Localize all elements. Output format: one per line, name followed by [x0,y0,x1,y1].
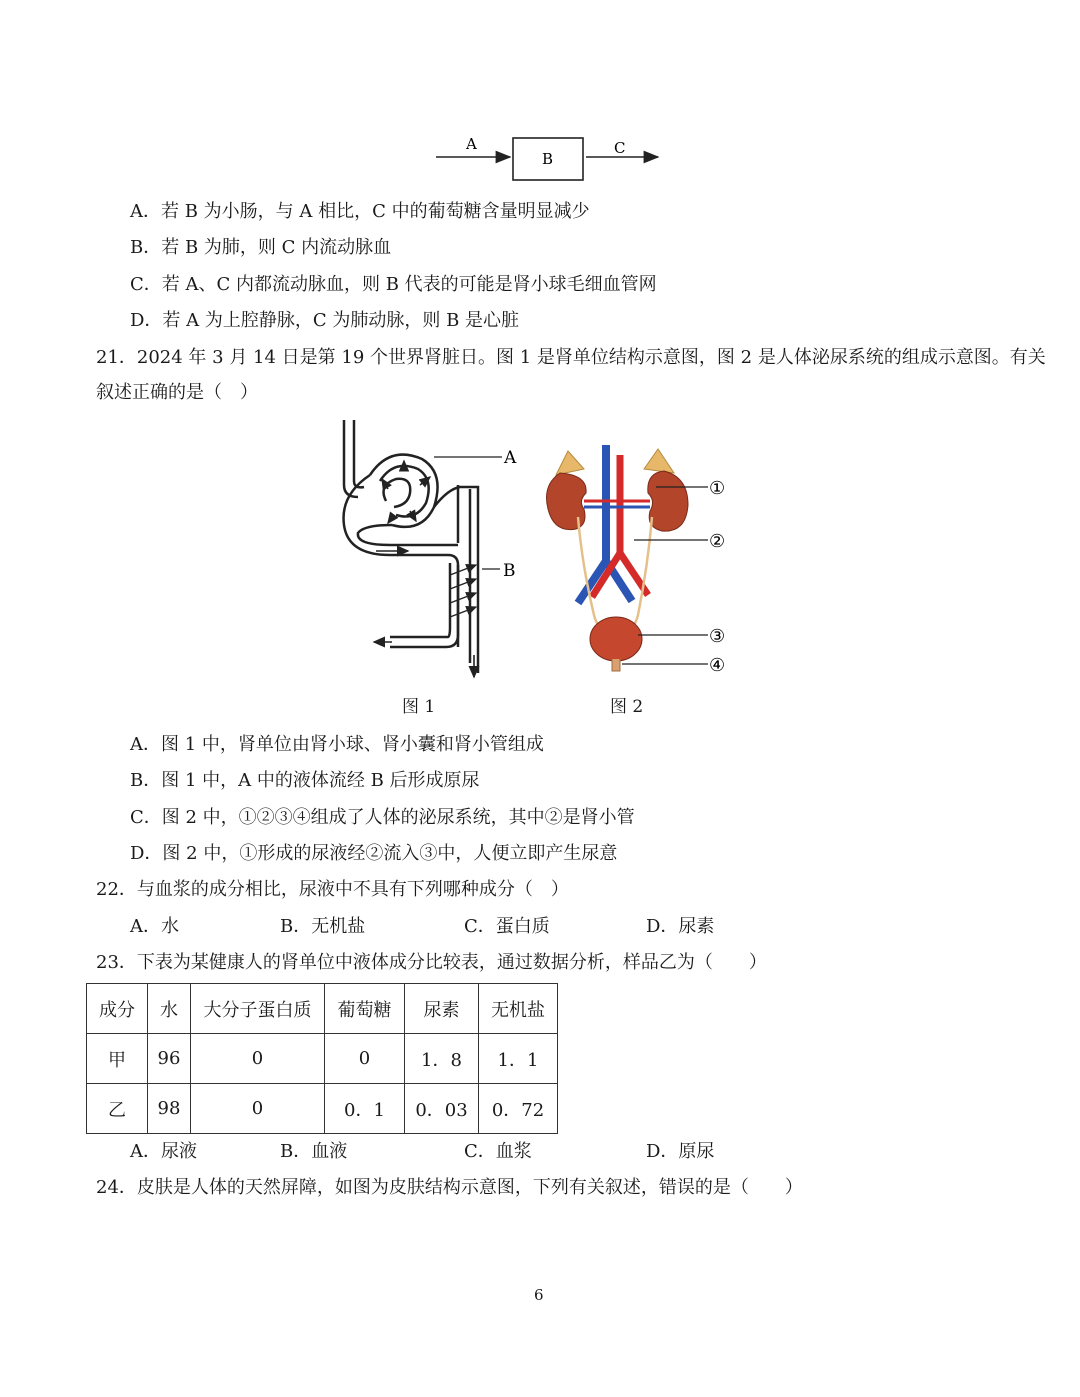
table-cell: 乙 [87,1084,148,1134]
table-header: 尿素 [405,984,479,1034]
table-cell: 0．72 [479,1084,558,1134]
q20-option-d: D．若 A 为上腔静脉，C 为肺动脉，则 B 是心脏 [130,310,520,331]
flow-label-a: A [466,135,477,153]
q23-option-d: D．原尿 [646,1141,715,1162]
right-kidney [648,471,688,531]
q23-option-a: A．尿液 [130,1141,197,1162]
table-row [87,1084,558,1134]
q20-option-c: C．若 A、C 内都流动脉血，则 B 代表的可能是肾小球毛细血管网 [130,274,657,295]
table-cell: 0 [191,1034,325,1084]
table-header: 水 [148,984,191,1034]
mark-1: ① [709,478,726,499]
composition-table [86,983,558,1134]
q21-stem-line2: 叙述正确的是（ ） [96,382,258,403]
q23-stem: 23．下表为某健康人的肾单位中液体成分比较表，通过数据分析，样品乙为（ ） [96,952,767,973]
table-cell: 甲 [87,1034,148,1084]
q21-stem-line1: 21．2024 年 3 月 14 日是第 19 个世界肾脏日。图 1 是肾单位结构示意图，图 2 是人体泌尿系统的组成示意图。有关 [96,347,1046,368]
flow-diagram [430,130,670,186]
q20-option-b: B．若 B 为肺，则 C 内流动脉血 [130,237,392,258]
nephron-label-a: A [504,448,517,468]
flow-label-c: C [614,139,626,157]
mark-4: ④ [709,655,726,676]
q24-stem: 24．皮肤是人体的天然屏障，如图为皮肤结构示意图，下列有关叙述，错误的是（ ） [96,1177,803,1198]
table-cell: 0．03 [405,1084,479,1134]
table-cell: 1．8 [405,1034,479,1084]
table-cell: 0．1 [325,1084,405,1134]
table-header: 成分 [87,984,148,1034]
table-cell: 0 [325,1034,405,1084]
q22-option-a: A．水 [130,916,179,937]
table-header-row [87,984,558,1034]
bladder [590,617,642,661]
fig1-caption: 图 1 [402,697,436,717]
nephron-label-b: B [503,561,516,581]
q23-option-c: C．血浆 [464,1141,532,1162]
flow-label-b: B [542,150,554,168]
q23-option-b: B．血液 [280,1141,348,1162]
table-cell: 98 [148,1084,191,1134]
right-ureter [624,517,652,629]
mark-3: ③ [709,626,726,647]
right-adrenal-gland [644,449,674,473]
nephron-figure [330,415,530,715]
table-cell: 0 [191,1084,325,1134]
left-adrenal-gland [556,451,584,475]
q20-option-a: A．若 B 为小肠，与 A 相比，C 中的葡萄糖含量明显减少 [130,201,590,222]
fig2-caption: 图 2 [610,697,644,717]
table-cell: 1．1 [479,1034,558,1084]
nephron-tubule [344,420,478,673]
urethra [612,659,620,671]
table-header: 葡萄糖 [325,984,405,1034]
q22-option-d: D．尿素 [646,916,715,937]
table-cell: 96 [148,1034,191,1084]
left-kidney [547,473,587,530]
q22-stem: 22．与血浆的成分相比，尿液中不具有下列哪种成分（ ） [96,879,569,900]
q21-option-b: B．图 1 中，A 中的液体流经 B 后形成原尿 [130,770,480,791]
q22-option-c: C．蛋白质 [464,916,550,937]
q22-option-b: B．无机盐 [280,916,366,937]
q21-option-a: A．图 1 中，肾单位由肾小球、肾小囊和肾小管组成 [130,734,544,755]
mark-2: ② [709,531,726,552]
q21-option-c: C．图 2 中，①②③④组成了人体的泌尿系统，其中②是肾小管 [130,807,635,828]
urinary-system-figure [538,445,738,685]
q21-option-d: D．图 2 中，①形成的尿液经②流入③中，人便立即产生尿意 [130,843,618,864]
table-header: 大分子蛋白质 [191,984,325,1034]
page-number: 6 [534,1286,544,1304]
table-header: 无机盐 [479,984,558,1034]
table-row [87,1034,558,1084]
